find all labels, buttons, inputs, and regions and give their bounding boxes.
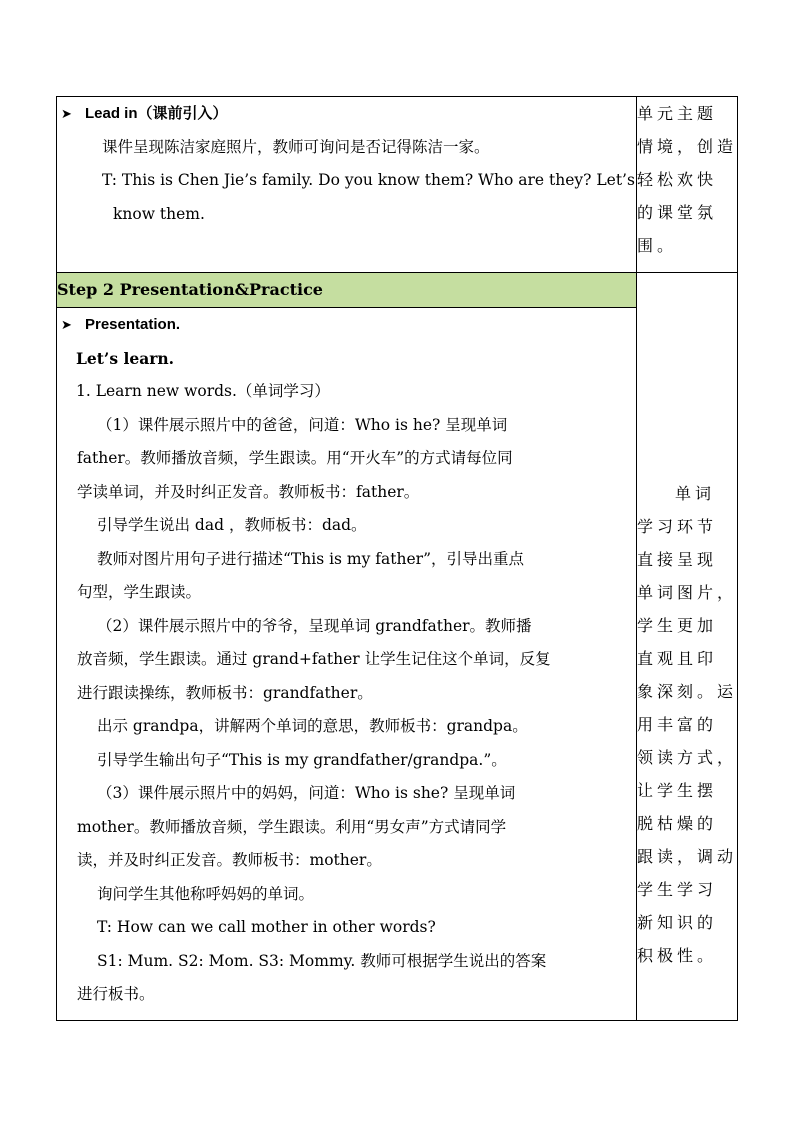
note-line: 直接呈现 bbox=[637, 550, 718, 569]
presentation-line: （2）课件展示照片中的爷爷，呈现单词 grandfather。教师播 bbox=[97, 616, 532, 635]
presentation-line: T: How can we call mother in other words? bbox=[97, 918, 436, 936]
note-line: 情境，创造 bbox=[637, 137, 738, 156]
presentation-note-cell bbox=[637, 273, 738, 1021]
lead-in-line-1: 课件呈现陈洁家庭照片，教师可询问是否记得陈洁一家。 bbox=[102, 137, 490, 156]
note-line: 学习环节 bbox=[637, 517, 718, 536]
step2-title: Step 2 Presentation&Practice bbox=[57, 273, 637, 308]
presentation-line: （1）课件展示照片中的爸爸，问道：Who is he? 呈现单词 bbox=[97, 415, 508, 434]
presentation-line: father。教师播放音频，学生跟读。用“开火车”的方式请每位同 bbox=[77, 449, 513, 467]
lead-in-line-3: know them. bbox=[113, 204, 205, 223]
arrow-bullet-icon: ➤ bbox=[61, 317, 72, 332]
lead-in-row bbox=[57, 97, 738, 273]
note-line: 轻松欢快 bbox=[637, 170, 718, 189]
lead-in-line-2: T: This is Chen Jie’s family. Do you know them? Who are they? Let’s bbox=[102, 171, 635, 189]
note-line: 脱枯燥的 bbox=[637, 814, 718, 833]
presentation-heading-line bbox=[57, 308, 636, 342]
presentation-line: 读，并及时纠正发音。教师板书：mother。 bbox=[77, 851, 382, 869]
presentation-heading: Presentation. bbox=[85, 316, 181, 333]
presentation-line: 学读单词，并及时纠正发音。教师板书：father。 bbox=[77, 482, 420, 501]
step2-row bbox=[57, 273, 738, 308]
note-line: 跟读，调动 bbox=[637, 847, 738, 866]
note-line: 单元主题 bbox=[637, 104, 718, 123]
presentation-row bbox=[57, 308, 738, 1021]
presentation-line: 进行板书。 bbox=[77, 985, 155, 1003]
presentation-line: 放音频，学生跟读。通过 grand+father 让学生记住这个单词，反复 bbox=[77, 650, 551, 668]
presentation-line: 询问学生其他称呼妈妈的单词。 bbox=[97, 884, 315, 903]
presentation-line: 句型，学生跟读。 bbox=[77, 583, 202, 601]
note-line: 让学生摆 bbox=[637, 781, 718, 800]
lesson-plan-table bbox=[56, 96, 738, 1021]
presentation-line: 引导学生说出 dad ，教师板书：dad。 bbox=[97, 516, 367, 534]
presentation-line: 进行跟读操练，教师板书：grandfather。 bbox=[77, 683, 373, 702]
presentation-line: S1: Mum. S2: Mom. S3: Mommy. 教师可根据学生说出的答案 bbox=[97, 951, 547, 970]
presentation-line: 引导学生输出句子“This is my grandfather/grandpa.”。 bbox=[97, 750, 507, 769]
arrow-bullet-icon: ➤ bbox=[61, 106, 72, 121]
note-line: 围。 bbox=[637, 236, 678, 255]
note-line: 学生更加 bbox=[637, 616, 718, 635]
presentation-line: 教师对图片用句子进行描述“This is my father”，引导出重点 bbox=[97, 549, 525, 568]
presentation-lines bbox=[57, 342, 636, 1012]
note-line: 新知识的 bbox=[637, 913, 718, 932]
presentation-line: 1. Learn new words.（单词学习） bbox=[76, 382, 330, 400]
note-line: 单词图片， bbox=[637, 583, 738, 602]
presentation-line: mother。教师播放音频，学生跟读。利用“男女声”方式请同学 bbox=[77, 817, 507, 836]
lead-in-note-cell bbox=[637, 97, 738, 273]
lead-in-heading: Lead in（课前引入） bbox=[85, 105, 228, 122]
lead-in-heading-line bbox=[57, 97, 636, 131]
presentation-line: 出示 grandpa，讲解两个单词的意思，教师板书：grandpa。 bbox=[97, 717, 528, 735]
note-line: 直观且印 bbox=[637, 649, 718, 668]
presentation-cell bbox=[57, 308, 637, 1021]
presentation-line: （3）课件展示照片中的妈妈，问道：Who is she? 呈现单词 bbox=[97, 784, 516, 802]
note-line: 领读方式， bbox=[637, 748, 738, 767]
note-line: 积极性。 bbox=[637, 946, 718, 965]
note-line: 学生学习 bbox=[637, 880, 718, 899]
note-line: 的课堂氛 bbox=[637, 203, 718, 222]
note-line: 单词 bbox=[675, 484, 716, 503]
note-line: 象深刻。运 bbox=[637, 682, 738, 701]
note-line: 用丰富的 bbox=[637, 715, 718, 734]
lead-in-cell bbox=[57, 97, 637, 273]
presentation-line: Let’s learn. bbox=[76, 348, 175, 368]
